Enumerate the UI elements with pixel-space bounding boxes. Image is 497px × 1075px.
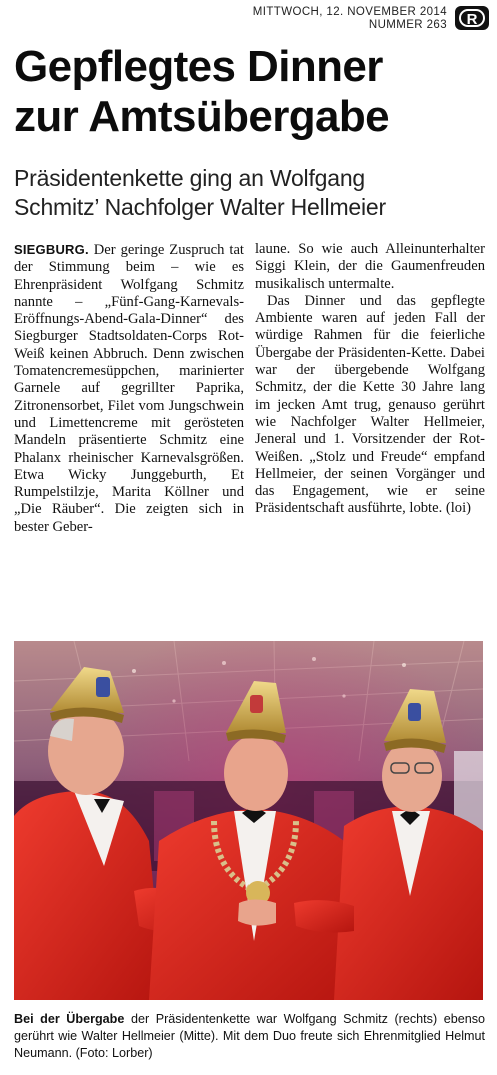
issue-number: NUMMER 263 [368,19,447,31]
article-paragraph-3: Das Dinner und das gepflegte Ambiente waren auf jeden Fall der würdige Rahmen für die feierliche Übergabe der Präsidenten-Kette. Dabei war der übergebende Wolfgang Schmitz, der die Kette 30 Jahre lang im jecken Amt trug, genauso gerührt wie Nachfolger Walter Hellmeier, Jeneral und 1. Vorsitzender der Rot-Weißen. „Stolz und Freude“ empfand Hellmeier, der seinen Vorgänger und das Engagement, wie er seine Präsidentschaft ausführte, lobte. (loi) [255,292,485,517]
article-paragraph-1 [14,241,244,536]
logo-letter: R [459,9,485,27]
headline [14,42,489,142]
caption-text: der Präsidentenkette war Wolfgang Schmitz (rechts) ebenso gerührt wie Walter Hellmeier (Mitte). Mit dem Duo freute sich Ehrenmitglied Helmut Neumann. (Foto: Lorber) [14,1012,486,1060]
article-column-1 [14,241,244,536]
headline-line-2: zur Amtsübergabe [14,92,390,141]
newspaper-logo [455,6,489,30]
headline-line-1: Gepflegtes Dinner [14,42,383,91]
masthead [253,6,447,32]
article-column-2 [255,241,485,518]
article-photo [14,641,483,1000]
article-paragraph-2: laune. So wie auch Alleinunterhalter Siggi Klein, der die Gaumenfreuden musikalisch untermalte. [255,241,485,292]
issue-date: MITTWOCH, 12. NOVEMBER 2014 [252,6,447,18]
subheadline-line-2: Schmitz’ Nachfolger Walter Hellmeier [14,194,386,220]
caption-lead: Bei der Übergabe [14,1012,125,1026]
dateline: SIEGBURG. [14,242,89,257]
article-text-1: Der geringe Zuspruch tat der Stimmung beim – wie es Ehrenpräsident Wolfgang Schmitz nannte – „Fünf-Gang-Karnevals-Eröffnungs-Abend-Gala-Dinner“ des Siegburger Stadtsoldaten-Corps Rot-Weiß keinen Abbruch. Denn zwischen Tomatencremesüppchen, marinierter Garnele auf gegrillter Paprika, Zitronensorbet, Filet vom Jungschwein und Limettencreme mit gerösteten Mandeln präsentierte Schmitz eine Phalanx rheinischer Karnevalsgrößen. Etwa Wicky Junggeburth, Et Rumpelstilzje, Marita Köllner und „Die Räuber“. Die zeigten sich in bester Geber- [14,242,244,535]
photo-illustration [14,641,483,1000]
photo-caption [14,1011,485,1062]
subheadline-line-1: Präsidentenkette ging an Wolfgang [14,165,366,191]
subheadline [14,164,489,222]
